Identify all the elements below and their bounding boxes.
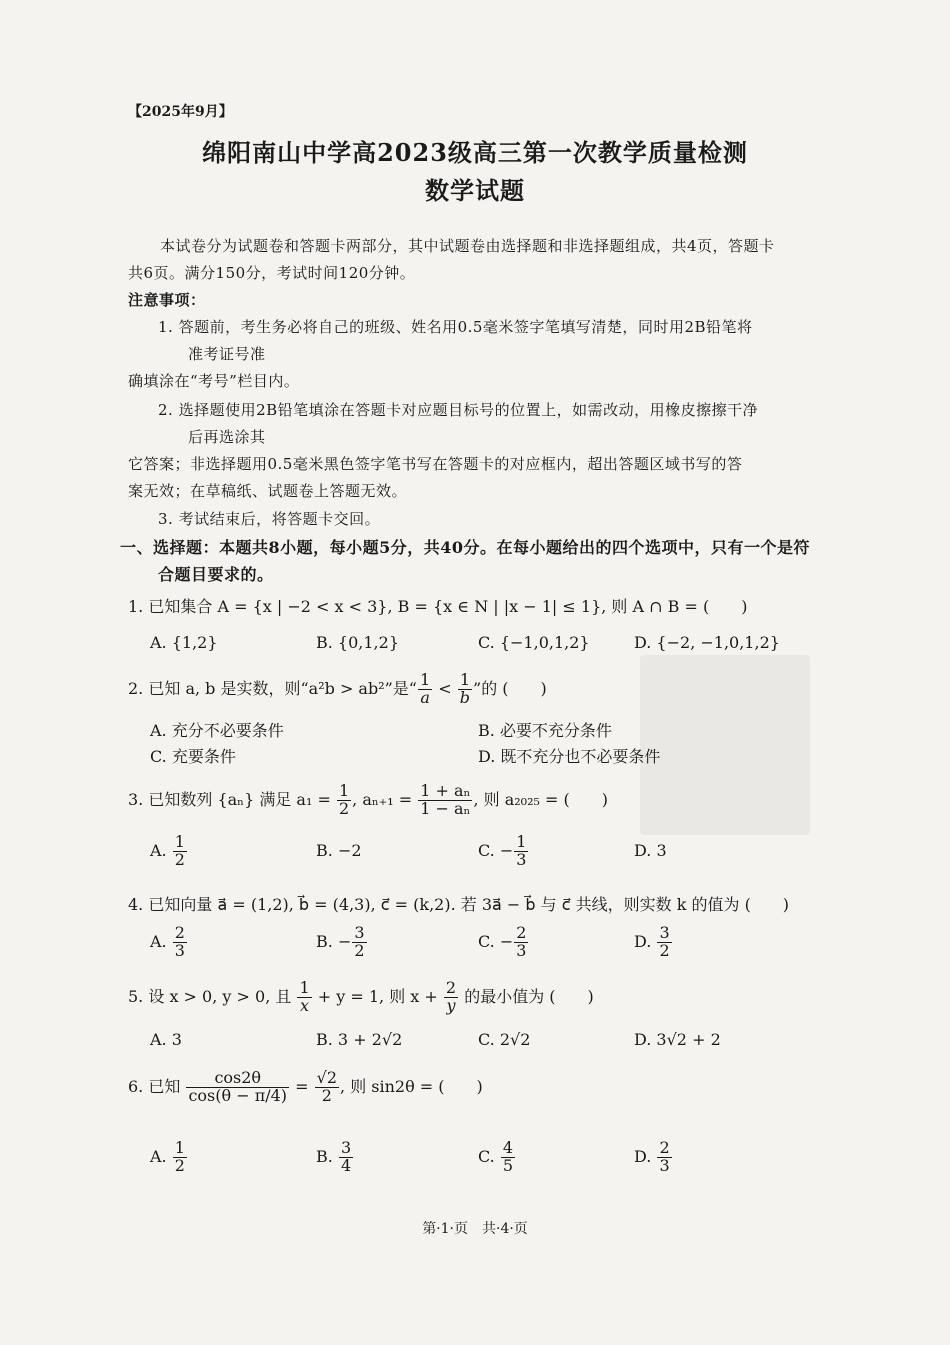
frac-numerator: 2 xyxy=(516,923,527,942)
question-6-stem xyxy=(128,1070,483,1105)
question-2-stem-post: ”的 ( ) xyxy=(473,678,547,698)
option-label: C. xyxy=(478,840,495,860)
question-2-frac-2 xyxy=(458,672,472,707)
option-label: C. xyxy=(478,931,495,951)
frac-numerator: 1 xyxy=(174,832,185,851)
question-3-frac-2 xyxy=(418,783,472,818)
question-5-frac-1 xyxy=(297,980,311,1015)
question-4-option-d xyxy=(634,925,673,960)
question-6-frac-2 xyxy=(315,1070,339,1105)
question-6-stem-mid: = xyxy=(295,1076,309,1096)
question-2-relation: < xyxy=(438,678,452,698)
frac-numerator: 3 xyxy=(354,923,365,942)
option-fraction xyxy=(657,925,671,960)
question-3-option-b xyxy=(316,841,362,860)
option-sign: − xyxy=(499,931,514,951)
notice-item-2-line-4: 案无效；在草稿纸、试题卷上答题无效。 xyxy=(128,482,408,500)
exam-date: 【2025年9月】 xyxy=(128,104,233,120)
question-6-stem-pre: 6. 已知 xyxy=(128,1076,181,1096)
option-label: D. xyxy=(634,931,652,951)
option-label: A. xyxy=(150,840,167,860)
notice-item-1-line-2: 准考证号准 xyxy=(188,345,266,363)
question-5-option-c: C. 2√2 xyxy=(478,1030,531,1049)
option-fraction xyxy=(501,1140,515,1175)
frac-numerator: 4 xyxy=(502,1138,514,1157)
frac-numerator: 2 xyxy=(445,978,457,997)
option-fraction xyxy=(352,925,366,960)
question-6-frac-1 xyxy=(186,1070,289,1105)
question-1-option-b: B. {0,1,2} xyxy=(316,633,399,652)
notice-item-1-line-1: 1. 答题前，考生务必将自己的班级、姓名用0.5毫米签字笔填写清楚，同时用2B铅笔将 xyxy=(158,318,753,336)
option-label: B. xyxy=(316,931,333,951)
frac-denominator: 3 xyxy=(659,1155,670,1175)
frac-denominator: 1 − aₙ xyxy=(420,798,471,818)
frac-denominator: x xyxy=(300,995,310,1015)
notice-item-2-line-3: 它答案；非选择题用0.5毫米黑色签字笔书写在答题卡的对应框内，超出答题区域书写的答 xyxy=(128,455,743,473)
option-value: −2 xyxy=(337,841,362,860)
question-5-option-b: B. 3 + 2√2 xyxy=(316,1030,403,1049)
frac-denominator: 3 xyxy=(516,849,527,869)
question-5-frac-2 xyxy=(444,980,458,1015)
frac-denominator: 3 xyxy=(516,940,527,960)
question-4-option-c xyxy=(478,925,529,960)
question-5-stem-pre: 5. 设 x > 0, y > 0, 且 xyxy=(128,986,292,1006)
option-value: 3 xyxy=(656,841,667,860)
question-1-option-a: A. {1,2} xyxy=(150,633,218,652)
question-6-option-c xyxy=(478,1140,516,1175)
frac-numerator: 1 xyxy=(338,781,350,800)
frac-numerator: 2 xyxy=(659,1138,670,1157)
question-2-option-b: B. 必要不充分条件 xyxy=(478,721,612,740)
question-2-option-d: D. 既不充分也不必要条件 xyxy=(478,747,661,766)
question-2-stem xyxy=(128,672,547,707)
question-3-option-c xyxy=(478,834,529,869)
frac-denominator: 5 xyxy=(502,1155,514,1175)
question-3-stem-post: , 则 a₂₀₂₅ = ( ) xyxy=(473,789,608,809)
frac-denominator: y xyxy=(446,995,456,1015)
option-label: C. xyxy=(478,1146,495,1166)
option-label: D. xyxy=(634,1146,652,1166)
option-fraction xyxy=(657,1140,671,1175)
section-heading-line-2: 合题目要求的。 xyxy=(158,565,274,584)
frac-numerator: √2 xyxy=(316,1068,338,1087)
frac-denominator: 3 xyxy=(174,940,185,960)
frac-numerator: 3 xyxy=(659,923,670,942)
notice-heading: 注意事项： xyxy=(128,291,206,309)
frac-denominator: a xyxy=(420,687,430,707)
question-6-stem-post: , 则 sin2θ = ( ) xyxy=(340,1076,483,1096)
notice-item-2-line-1: 2. 选择题使用2B铅笔填涂在答题卡对应题目标号的位置上，如需改动，用橡皮擦擦干净 xyxy=(158,401,759,419)
question-3-option-a xyxy=(150,834,188,869)
question-2-frac-1 xyxy=(418,672,432,707)
notice-item-3: 3. 考试结束后，将答题卡交回。 xyxy=(158,510,381,528)
frac-denominator: 2 xyxy=(659,940,670,960)
question-4-option-a xyxy=(150,925,188,960)
frac-denominator: 2 xyxy=(354,940,365,960)
intro-line-2: 共6页。满分150分，考试时间120分钟。 xyxy=(128,264,416,282)
question-1-option-d: D. {−2, −1,0,1,2} xyxy=(634,633,780,652)
question-1-stem: 1. 已知集合 A = {x | −2 < x < 3}, B = {x ∈ N | |x − 1| ≤ 1}, 则 A ∩ B = ( ) xyxy=(128,597,748,616)
frac-denominator: 2 xyxy=(321,1085,332,1105)
page-footer: 第·1·页 共·4·页 xyxy=(422,1221,528,1237)
frac-numerator: 1 xyxy=(458,672,472,690)
frac-numerator: 1 xyxy=(516,832,527,851)
question-5-option-a: A. 3 xyxy=(150,1030,182,1049)
option-fraction xyxy=(173,834,187,869)
option-fraction xyxy=(173,925,187,960)
notice-item-1-line-3: 确填涂在“考号”栏目内。 xyxy=(128,372,300,390)
bleed-through-smudge xyxy=(640,655,810,835)
frac-denominator: b xyxy=(459,687,471,707)
option-label: A. xyxy=(150,931,167,951)
question-3-frac-1 xyxy=(337,783,351,818)
question-3-stem-mid: , aₙ₊₁ = xyxy=(352,789,413,809)
frac-denominator: 4 xyxy=(340,1155,352,1175)
frac-numerator: 1 + aₙ xyxy=(420,781,471,800)
question-3-option-d xyxy=(634,841,667,860)
question-6-option-d xyxy=(634,1140,673,1175)
frac-numerator: 2 xyxy=(174,923,185,942)
question-5-stem xyxy=(128,980,594,1015)
notice-item-2-line-2: 后再选涂其 xyxy=(188,428,266,446)
section-heading-line-1: 一、选择题：本题共8小题，每小题5分，共40分。在每小题给出的四个选项中，只有一个是符 xyxy=(120,538,811,557)
frac-denominator: 2 xyxy=(338,798,350,818)
option-fraction xyxy=(514,834,528,869)
frac-denominator: 2 xyxy=(174,1155,185,1175)
question-1-option-c: C. {−1,0,1,2} xyxy=(478,633,590,652)
option-sign: − xyxy=(337,931,352,951)
option-fraction xyxy=(339,1140,353,1175)
frac-denominator: cos(θ − π/4) xyxy=(188,1085,288,1105)
frac-denominator: 2 xyxy=(174,849,185,869)
question-5-option-d: D. 3√2 + 2 xyxy=(634,1030,721,1049)
question-2-stem-pre: 2. 已知 a, b 是实数，则“a²b > ab²”是“ xyxy=(128,678,417,698)
exam-title: 绵阳南山中学高2023级高三第一次教学质量检测 xyxy=(202,138,748,167)
frac-numerator: 1 xyxy=(299,978,310,997)
question-6-option-a xyxy=(150,1140,188,1175)
frac-numerator: 1 xyxy=(174,1138,185,1157)
option-fraction xyxy=(173,1140,187,1175)
question-5-stem-post: 的最小值为 ( ) xyxy=(464,986,594,1006)
question-2-option-c: C. 充要条件 xyxy=(150,747,236,766)
option-label: D. xyxy=(634,841,652,860)
frac-numerator: 3 xyxy=(340,1138,352,1157)
option-label: B. xyxy=(316,841,333,860)
option-label: B. xyxy=(316,1146,333,1166)
question-2-option-a: A. 充分不必要条件 xyxy=(150,721,284,740)
question-5-stem-mid: + y = 1, 则 x + xyxy=(317,986,438,1006)
question-3-stem-pre: 3. 已知数列 {aₙ} 满足 a₁ = xyxy=(128,789,331,809)
question-4-option-b xyxy=(316,925,368,960)
intro-line-1: 本试卷分为试题卷和答题卡两部分，其中试题卷由选择题和非选择题组成，共4页，答题卡 xyxy=(160,237,775,255)
exam-subtitle: 数学试题 xyxy=(425,176,525,205)
option-sign: − xyxy=(499,840,514,860)
option-label: A. xyxy=(150,1146,167,1166)
question-3-stem xyxy=(128,783,608,818)
option-fraction xyxy=(514,925,528,960)
frac-numerator: 1 xyxy=(420,670,431,689)
question-6-option-b xyxy=(316,1140,354,1175)
frac-numerator: cos2θ xyxy=(186,1070,289,1088)
question-4-stem: 4. 已知向量 a⃗ = (1,2), b⃗ = (4,3), c⃗ = (k,2). 若 3a⃗ − b⃗ 与 c⃗ 共线，则实数 k 的值为 ( ) xyxy=(128,895,790,914)
